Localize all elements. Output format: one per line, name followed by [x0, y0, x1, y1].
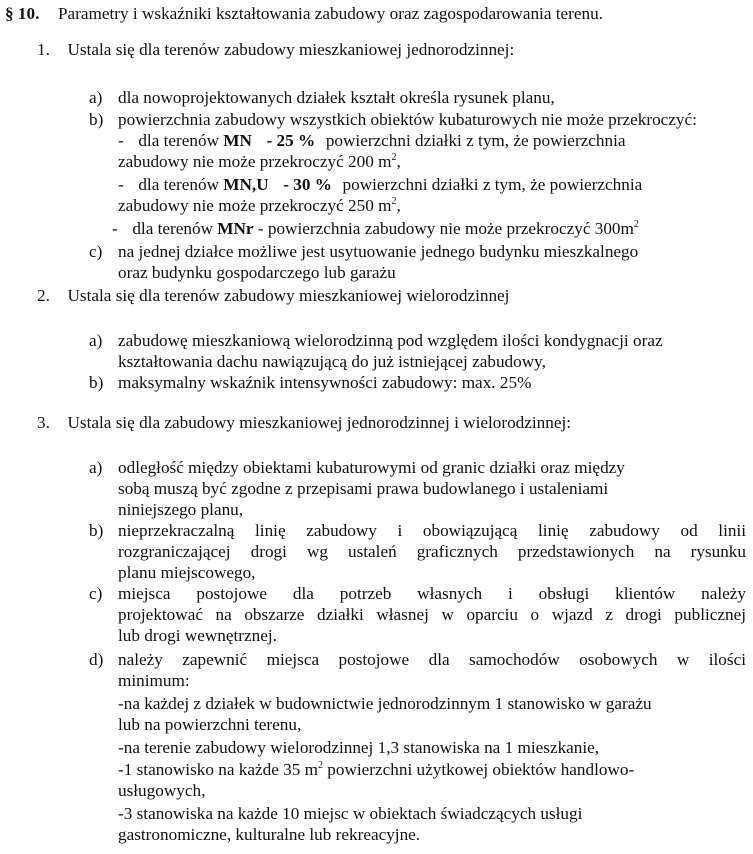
item-3b-line3: planu miejscowego,: [118, 563, 256, 582]
item-1c-label: c): [89, 242, 103, 261]
item-3d-line5: -na terenie zabudowy wielorodzinnej 1,3 stanowiska na 1 mieszkanie,: [118, 738, 600, 757]
item-3d-line4: lub na powierzchni terenu,: [118, 715, 302, 734]
item-3b-line2: rozgraniczającej drogi wg ustaleń graficznych przedstawionych na rysunku: [118, 542, 746, 561]
item-1c-line2: oraz budynku gospodarczego lub garażu: [118, 263, 396, 282]
section-number: § 10.: [5, 4, 40, 23]
item-1b-text: powierzchnia zabudowy wszystkich obiektów kubaturowych nie może przekroczyć:: [118, 110, 697, 129]
section-title: Parametry i wskaźniki kształtowania zabudowy oraz zagospodarowania terenu.: [57, 4, 603, 23]
item-3d-line8: -3 stanowiska na każde 10 miejsc w obiektach świadczących usługi: [118, 804, 583, 823]
mn-post: powierzchni działki z tym, że powierzchnia: [325, 131, 626, 150]
mnr-code: MNr: [217, 219, 254, 238]
item-3: [37, 413, 571, 433]
item-1c-line1: na jednej działce możliwe jest usytuowanie jednego budynku mieszkalnego: [118, 242, 639, 261]
mnu-line: [118, 175, 642, 195]
item-3d-line7: usługowych,: [118, 781, 206, 800]
item-3b-label: b): [89, 521, 104, 540]
dash: -: [118, 131, 124, 150]
mnu-post: powierzchni działki z tym, że powierzchnia: [342, 175, 643, 194]
item-2b-text: maksymalny wskaźnik intensywności zabudowy: max. 25%: [118, 373, 532, 392]
item-3c-line2: projektować na obszarze działki własnej w oparciu o wjazd z drogi publicznej: [118, 605, 746, 624]
item-3a-label: a): [89, 458, 103, 477]
mnr-line: - dla terenów MNr - powierzchnia zabudowy nie może przekroczyć $300m^2$: [112, 219, 639, 238]
item-text: Ustala się dla terenów zabudowy mieszkaniowej wielorodzinnej: [67, 286, 510, 305]
dash: -: [112, 219, 118, 238]
dash: -: [118, 175, 124, 194]
mn-line: [118, 131, 626, 151]
item-2a-line2: kształtowania dachu nawiązującą do już istniejącej zabudowy,: [118, 352, 546, 371]
item-2b-label: b): [89, 373, 104, 392]
item-1a-text: dla nowoprojektowanych działek kształt określa rysunek planu,: [118, 88, 555, 107]
mn-pre: dla terenów: [138, 131, 219, 150]
mnu-pre: dla terenów: [138, 175, 219, 194]
mn-continuation: zabudowy nie może przekroczyć 200 $m^2$,: [118, 152, 401, 171]
mnr-pre: dla terenów: [132, 219, 213, 238]
item-3d-line2: minimum:: [118, 671, 190, 690]
item-3d-line1: należy zapewnić miejsca postojowe dla samochodów osobowych w ilości: [118, 650, 746, 669]
item-3b-line1: nieprzekraczalną linię zabudowy i obowiązującą linię zabudowy od linii: [118, 521, 746, 540]
item-3d-line9: gastronomiczne, kulturalne lub rekreacyjne.: [118, 825, 421, 844]
mn-code: MN: [223, 131, 252, 150]
item-2a-label: a): [89, 331, 103, 350]
item-number: 3.: [37, 413, 50, 432]
item-1b-label: b): [89, 110, 104, 129]
item-1: [37, 40, 514, 60]
item-3d-line3: -na każdej z działek w budownictwie jednorodzinnym 1 stanowisko w garażu: [118, 694, 652, 713]
item-3c-line1: miejsca postojowe dla potrzeb własnych i obsługi klientów należy: [118, 584, 746, 603]
item-3d-line6: -1 stanowisko na każde 35 $m^2$ powierzchni użytkowej obiektów handlowo-: [118, 760, 635, 779]
mnu-percent: - 30 %: [283, 175, 332, 194]
section-heading: [5, 4, 603, 24]
item-number: 2.: [37, 286, 50, 305]
mnr-post: - powierzchnia zabudowy nie może przekroczyć 300m: [257, 219, 634, 238]
mn-percent: - 25 %: [266, 131, 316, 150]
mnu-continuation: zabudowy nie może przekroczyć 250 $m^2$,: [118, 196, 401, 215]
item-2a-line1: zabudowę mieszkaniową wielorodzinną pod względem ilości kondygnacji oraz: [118, 331, 663, 350]
item-3d-label: d): [89, 650, 104, 669]
item-2: [37, 286, 509, 306]
item-number: 1.: [37, 40, 50, 59]
item-text: Ustala się dla zabudowy mieszkaniowej jednorodzinnej i wielorodzinnej:: [67, 413, 572, 432]
item-3a-line2: sobą muszą być zgodne z przepisami prawa budowlanego i ustaleniami: [118, 479, 609, 498]
item-1a-label: a): [89, 88, 103, 107]
item-3c-line3: lub drogi wewnętrznej.: [118, 626, 277, 645]
item-3a-line3: niniejszego planu,: [118, 500, 244, 519]
mnu-code: MN,U: [223, 175, 269, 194]
item-text: Ustala się dla terenów zabudowy mieszkaniowej jednorodzinnej:: [67, 40, 515, 59]
item-3a-line1: odległość między obiektami kubaturowymi od granic działki oraz między: [118, 458, 625, 477]
item-3c-label: c): [89, 584, 103, 603]
